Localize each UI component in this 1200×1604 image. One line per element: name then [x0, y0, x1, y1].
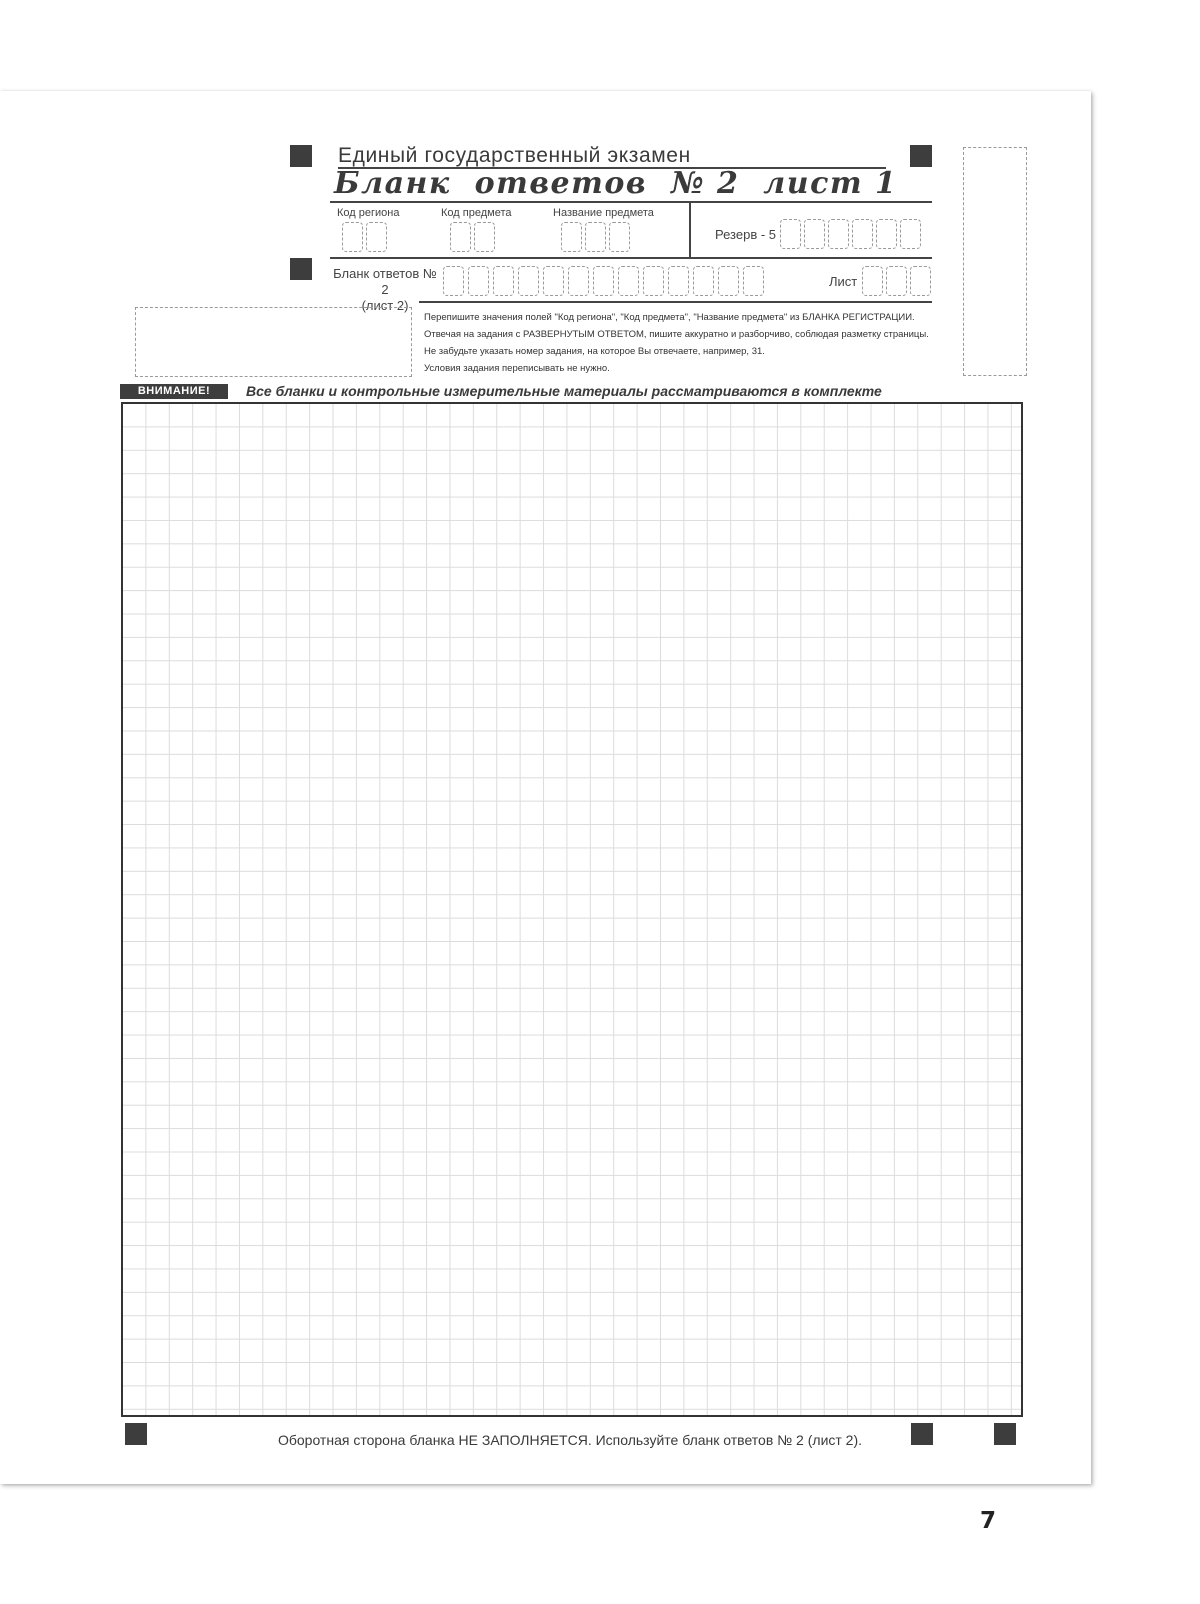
input-cell[interactable] [828, 219, 849, 249]
input-cell[interactable] [693, 266, 714, 296]
form-number-label-line1: Бланк ответов № 2 [333, 266, 437, 297]
input-cell[interactable] [493, 266, 514, 296]
instruction-line: Условия задания переписывать не нужно. [424, 363, 610, 374]
input-cell[interactable] [876, 219, 897, 249]
input-cell[interactable] [593, 266, 614, 296]
input-cell[interactable] [852, 219, 873, 249]
input-cell[interactable] [366, 222, 387, 252]
input-cell[interactable] [468, 266, 489, 296]
alignment-marker-top-right [910, 145, 932, 167]
answer-grid[interactable] [121, 402, 1023, 1417]
input-cell[interactable] [886, 266, 907, 296]
input-cell[interactable] [474, 222, 495, 252]
barcode-area [135, 307, 412, 377]
input-cell[interactable] [568, 266, 589, 296]
instruction-line: Перепишите значения полей "Код региона", "Код предмета", "Название предмета" из БЛАНКА РЕГИСТРАЦИИ. [424, 312, 915, 323]
input-cell[interactable] [643, 266, 664, 296]
input-cell[interactable] [900, 219, 921, 249]
input-cell[interactable] [443, 266, 464, 296]
header-line-bottom [419, 301, 932, 303]
instructions-block [424, 309, 929, 377]
footer-note: Оборотная сторона бланка НЕ ЗАПОЛНЯЕТСЯ. Используйте бланк ответов № 2 (лист 2). [277, 1432, 863, 1448]
exam-title: Единый государственный экзамен [338, 144, 691, 167]
subject-code-label: Код предмета [441, 207, 512, 219]
header-line-top [330, 201, 932, 203]
input-cell[interactable] [342, 222, 363, 252]
form-number-boxes[interactable] [443, 266, 764, 296]
subject-name-label: Название предмета [553, 207, 654, 219]
instruction-line: Не забудьте указать номер задания, на которое Вы отвечаете, например, 31. [424, 346, 765, 357]
input-cell[interactable] [910, 266, 931, 296]
subject-code-boxes[interactable] [450, 222, 495, 252]
input-cell[interactable] [618, 266, 639, 296]
subject-name-boxes[interactable] [561, 222, 630, 252]
reserve-label: Резерв - 5 [715, 227, 777, 242]
input-cell[interactable] [718, 266, 739, 296]
header-divider [689, 201, 691, 258]
input-cell[interactable] [518, 266, 539, 296]
input-cell[interactable] [609, 222, 630, 252]
alignment-marker-bottom-left [125, 1423, 147, 1445]
input-cell[interactable] [780, 219, 801, 249]
reserve-boxes[interactable] [780, 219, 921, 249]
form-number-label-line2: (лист 2) [361, 298, 409, 313]
alignment-marker-middle-left [290, 258, 312, 280]
input-cell[interactable] [862, 266, 883, 296]
input-cell[interactable] [561, 222, 582, 252]
alignment-marker-top-left [290, 145, 312, 167]
alignment-marker-bottom-right [994, 1423, 1016, 1445]
input-cell[interactable] [668, 266, 689, 296]
sheet-label: Лист [829, 274, 858, 289]
instruction-line: Отвечая на задания с РАЗВЕРНУТЫМ ОТВЕТОМ, пишите аккуратно и разборчиво, соблюдая разметку страницы. [424, 329, 929, 340]
input-cell[interactable] [804, 219, 825, 249]
region-code-label: Код региона [337, 207, 400, 219]
side-barcode-area [963, 147, 1027, 376]
input-cell[interactable] [543, 266, 564, 296]
region-code-boxes[interactable] [342, 222, 387, 252]
header-line-middle [330, 257, 932, 259]
attention-badge: ВНИМАНИЕ! [120, 384, 228, 399]
input-cell[interactable] [743, 266, 764, 296]
page-number: 7 [979, 1508, 996, 1534]
blank-title: Бланк ответов № 2 лист 1 [334, 166, 898, 201]
sheet-number-boxes[interactable] [862, 266, 931, 296]
input-cell[interactable] [450, 222, 471, 252]
attention-text: Все бланки и контрольные измерительные материалы рассматриваются в комплекте [246, 383, 882, 399]
input-cell[interactable] [585, 222, 606, 252]
